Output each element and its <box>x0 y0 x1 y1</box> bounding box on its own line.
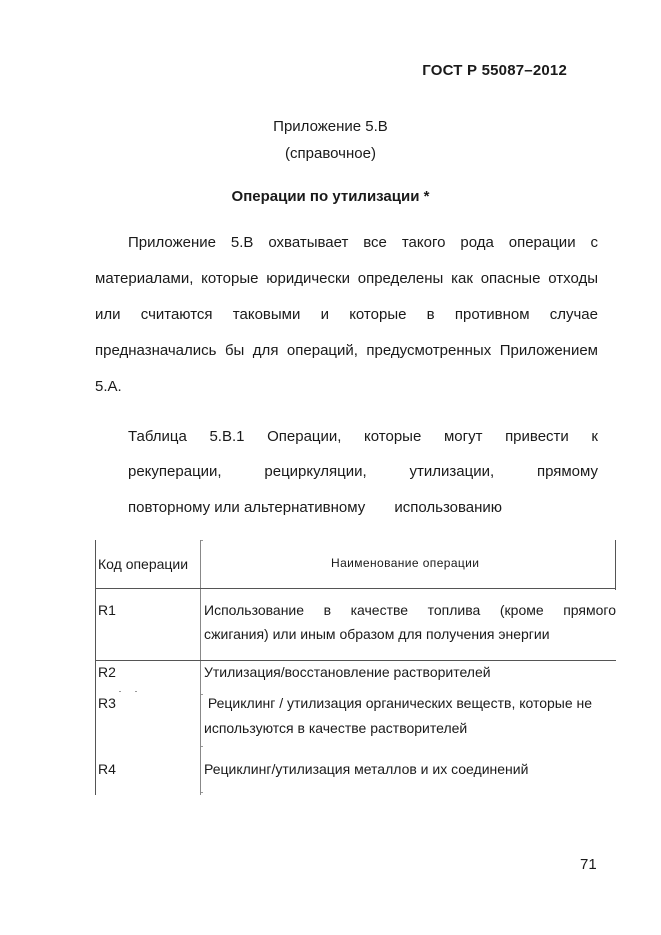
operation-name-line: Использование в качестве топлива (кроме прямого <box>204 602 616 618</box>
paragraph-line: материалами, которые юридически определены как опасные отходы <box>95 270 598 287</box>
operations-table <box>95 540 616 795</box>
operation-name-line: используются в качестве растворителей <box>204 720 468 736</box>
table-row-divider <box>95 660 616 661</box>
operation-name-line: Рециклинг / утилизация органических веществ, которые не <box>204 695 593 711</box>
table-header-divider <box>95 588 616 589</box>
paragraph-line: или считаются таковыми и которые в противном случае <box>95 306 598 323</box>
table-caption-line: повторному или альтернативному использованию <box>128 499 503 516</box>
table-caption-line: рекуперации, рециркуляции, утилизации, прямому <box>128 463 598 480</box>
operation-name-line: Рециклинг/утилизация металлов и их соединений <box>204 761 529 777</box>
operation-code: R4 <box>98 761 116 777</box>
operation-code: R1 <box>98 602 116 618</box>
paragraph-line: предназначались бы для операций, предусмотренных Приложением <box>95 342 598 359</box>
annex-title: Приложение 5.В <box>273 118 388 135</box>
section-title: Операции по утилизации * <box>231 188 430 205</box>
operation-name-line: Утилизация/восстановление растворителей <box>204 664 491 680</box>
table-left-border <box>95 540 96 795</box>
table-caption-line: Таблица 5.В.1 Операции, которые могут привести к <box>128 428 598 445</box>
table-right-border <box>615 540 616 590</box>
operation-code: R3 <box>98 695 116 711</box>
page-number: 71 <box>580 856 597 873</box>
column-header-code: Код операции <box>98 556 189 572</box>
paragraph-line: 5.А. <box>95 378 122 395</box>
annex-subtitle: (справочное) <box>285 145 376 162</box>
column-header-name: Наименование операции <box>331 556 480 570</box>
paragraph-line: Приложение 5.В охватывает все такого рода операции с <box>128 234 598 251</box>
operation-name-line: сжигания) или иным образом для получения энергии <box>204 626 550 642</box>
table-column-divider <box>200 540 201 795</box>
operation-code: R2 <box>98 664 116 680</box>
document-standard-number: ГОСТ Р 55087–2012 <box>422 62 567 79</box>
